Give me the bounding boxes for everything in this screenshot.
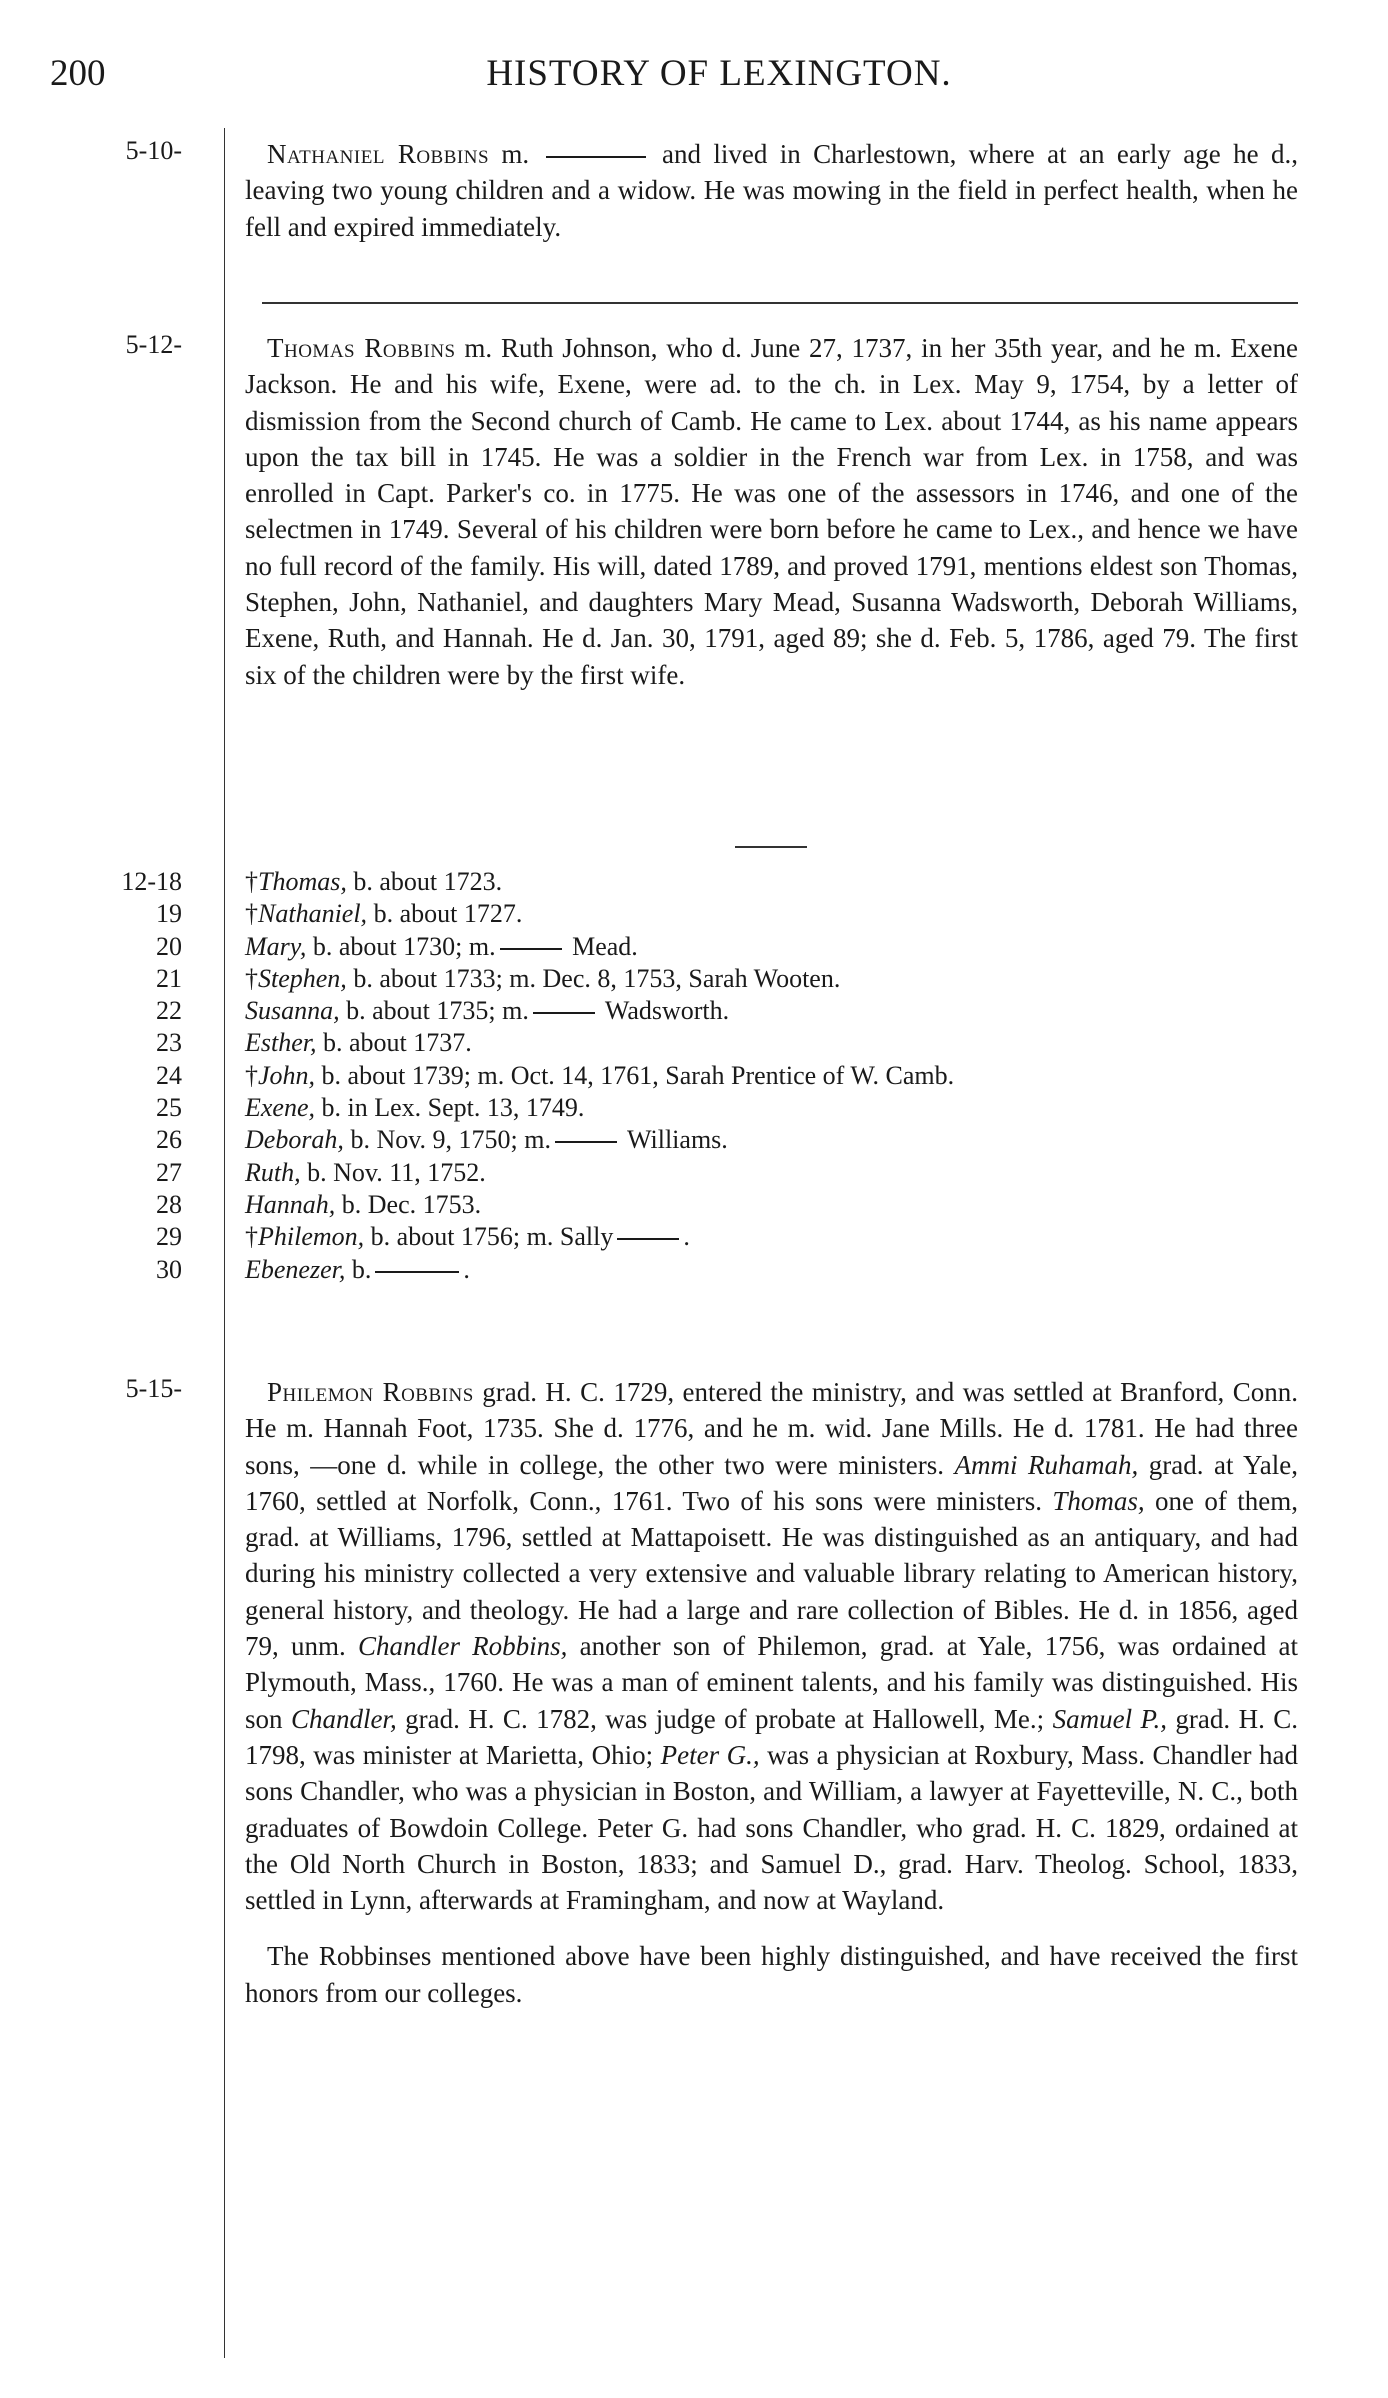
entry-text: grad. at Yale, 1760, settled at Norfolk, Conn., 1761. Two of his sons were ministers. bbox=[245, 1449, 1298, 1516]
child-row bbox=[245, 1254, 1298, 1286]
italic-name: Peter G., bbox=[660, 1739, 760, 1770]
blank-dash bbox=[617, 1238, 679, 1240]
child-row bbox=[245, 1027, 1298, 1059]
dagger-mark: † bbox=[245, 867, 258, 896]
child-details: b. Nov. 11, 1752. bbox=[300, 1157, 486, 1187]
child-details: b. about 1723. bbox=[346, 867, 503, 896]
child-name: Hannah, bbox=[245, 1189, 336, 1219]
child-number: 20 bbox=[156, 931, 182, 961]
running-title: HISTORY OF LEXINGTON. bbox=[486, 53, 952, 94]
child-details-after: . bbox=[463, 1254, 470, 1284]
child-row bbox=[245, 931, 1298, 963]
child-row bbox=[245, 866, 1298, 898]
margin-rule bbox=[224, 128, 225, 2358]
child-details: b. about 1737. bbox=[316, 1028, 472, 1058]
section-rule bbox=[262, 302, 1298, 304]
child-number: 23 bbox=[156, 1028, 182, 1058]
dagger-mark: † bbox=[245, 963, 258, 993]
italic-name: Chandler, bbox=[290, 1703, 397, 1734]
child-row bbox=[245, 898, 1298, 930]
child-details-after: Williams. bbox=[620, 1125, 728, 1155]
child-name: Nathaniel, bbox=[258, 899, 368, 929]
children-rule bbox=[735, 846, 807, 848]
child-details: b. about 1756; m. Sally bbox=[364, 1222, 614, 1252]
child-number: 12-18 bbox=[121, 867, 182, 896]
child-number: 30 bbox=[156, 1254, 182, 1284]
child-details: b. about 1735; m. bbox=[339, 996, 529, 1026]
entry-ref: 5-12- bbox=[125, 330, 182, 359]
child-row bbox=[245, 963, 1298, 995]
italic-name: Ammi Ruhamah, bbox=[954, 1449, 1139, 1480]
entry-name: Nathaniel Robbins bbox=[267, 139, 490, 169]
child-name: Esther, bbox=[245, 1028, 317, 1058]
entry-thomas-robbins bbox=[245, 330, 1298, 693]
closing-paragraph: The Robbinses mentioned above have been highly distinguished, and have received the first honors from our colleges. bbox=[245, 1941, 1298, 2008]
child-name: Stephen, bbox=[258, 963, 347, 993]
entry-text: and lived in Charlestown, where at an early age he d., leaving two young children and a widow. He was mowing in the field in perfect health, when he fell and expired immediately. bbox=[245, 139, 1298, 242]
entry-text: grad. H. C. 1729, entered the ministry, and was settled at Branford, Conn. He m. Hannah Foot, 1735. She d. 1776, and he m. wid. Jane Mills. He d. 1781. He had three sons, —one d. while in college, the other two were ministers. bbox=[245, 1377, 1298, 1480]
entry-text: another son of Philemon, grad. at Yale, 1756, was ordained at Plymouth, Mass., 1760. He was a man of eminent talents, and his family was distinguished. His son bbox=[245, 1631, 1298, 1734]
blank-dash bbox=[500, 948, 562, 950]
child-details-after: Wadsworth. bbox=[598, 996, 730, 1026]
child-details: b. about 1739; m. Oct. 14, 1761, Sarah Prentice of W. Camb. bbox=[315, 1060, 955, 1090]
italic-name: Chandler Robbins, bbox=[357, 1631, 568, 1662]
dagger-mark: † bbox=[245, 1060, 258, 1090]
child-row bbox=[245, 1124, 1298, 1156]
child-details: b. about 1730; m. bbox=[306, 931, 496, 961]
child-details: b. Dec. 1753. bbox=[335, 1189, 482, 1219]
entry-text: was a physician at Roxbury, Mass. Chandler had sons Chandler, who was a physician in Boston, and William, a lawyer at Fayetteville, N. C., both graduates of Bowdoin College. Peter G. had sons Chandler, who grad. H. C. 1829, ordained at the Old North Church in Boston, 1833; and Samuel D., grad. Harv. Theolog. School, 1833, settled in Lynn, afterwards at Framingham, and now at Wayland. bbox=[245, 1739, 1298, 1916]
blank-dash bbox=[533, 1012, 595, 1014]
entry-text: m. Ruth Johnson, who d. June 27, 1737, in her 35th year, and he m. Exene Jackson. He and his wife, Exene, were ad. to the ch. in Lex. May 9, 1754, by a letter of dismission from the Second church of Camb. He came to Lex. about 1744, as his name appears upon the tax bill in 1745. He was a soldier in the French war from Lex. in 1758, and was enrolled in Capt. Parker's co. in 1775. He was one of the assessors in 1746, and one of the selectmen in 1749. Several of his children were born before he came to Lex., and hence we have no full record of the family. His will, dated 1789, and proved 1791, mentions eldest son Thomas, Stephen, John, Nathaniel, and daughters Mary Mead, Susanna Wadsworth, Deborah Williams, Exene, Ruth, and Hannah. He d. Jan. 30, 1791, aged 89; she d. Feb. 5, 1786, aged 79. The first six of the children were by the first wife. bbox=[245, 333, 1299, 690]
child-name: Mary, bbox=[245, 931, 307, 961]
child-row bbox=[245, 1157, 1298, 1189]
children-list bbox=[245, 866, 1298, 1286]
child-details-after: Mead. bbox=[565, 931, 638, 961]
child-details: b. about 1727. bbox=[367, 899, 523, 929]
child-row bbox=[245, 1060, 1298, 1092]
child-name: Susanna, bbox=[245, 996, 340, 1026]
child-number: 27 bbox=[156, 1157, 182, 1187]
entry-text: m. bbox=[489, 139, 542, 169]
child-name: Exene, bbox=[245, 1093, 316, 1123]
dagger-mark: † bbox=[245, 899, 258, 929]
entry-ref: 5-15- bbox=[125, 1374, 182, 1403]
child-number: 19 bbox=[156, 899, 182, 929]
child-name: John, bbox=[258, 1060, 316, 1090]
page-number: 200 bbox=[50, 53, 106, 94]
children-numbers bbox=[46, 866, 182, 1286]
blank-dash bbox=[555, 1141, 617, 1143]
entry-philemon-robbins bbox=[245, 1374, 1298, 2011]
child-name: Thomas, bbox=[258, 867, 347, 896]
blank-dash bbox=[375, 1271, 459, 1273]
child-number: 25 bbox=[156, 1093, 182, 1123]
child-row bbox=[245, 995, 1298, 1027]
child-number: 24 bbox=[156, 1060, 182, 1090]
child-details: b. about 1733; m. Dec. 8, 1753, Sarah Wooten. bbox=[346, 963, 841, 993]
child-row bbox=[245, 1092, 1298, 1124]
child-details-after: . bbox=[683, 1222, 690, 1252]
child-details: b. Nov. 9, 1750; m. bbox=[343, 1125, 551, 1155]
child-number: 21 bbox=[156, 963, 182, 993]
blank-dash bbox=[546, 156, 646, 158]
child-name: Ruth, bbox=[245, 1157, 301, 1187]
entry-text: grad. H. C. 1782, was judge of probate at Hallowell, Me.; bbox=[396, 1703, 1053, 1734]
entry-text: grad. H. C. 1798, was minister at Marietta, Ohio; bbox=[245, 1703, 1299, 1770]
child-name: Philemon, bbox=[258, 1222, 365, 1252]
italic-name: Thomas, bbox=[1052, 1485, 1145, 1516]
child-details: b. in Lex. Sept. 13, 1749. bbox=[315, 1093, 585, 1123]
entry-text: one of them, grad. at Williams, 1796, settled at Mattapoisett. He was distinguished as an antiquary, and had during his ministry collected a very extensive and valuable library relating to American history, general history, and theology. He had a large and rare collection of Bibles. He d. in 1856, aged 79, unm. bbox=[245, 1485, 1298, 1662]
italic-name: Samuel P., bbox=[1052, 1703, 1168, 1734]
running-head bbox=[50, 52, 1328, 102]
child-number: 22 bbox=[156, 996, 182, 1026]
child-name: Ebenezer, bbox=[245, 1254, 346, 1284]
dagger-mark: † bbox=[245, 1222, 258, 1252]
child-name: Deborah, bbox=[245, 1125, 344, 1155]
entry-ref: 5-10- bbox=[125, 136, 182, 165]
child-number: 29 bbox=[156, 1222, 182, 1252]
entry-name: Thomas Robbins bbox=[267, 333, 456, 363]
child-details: b. bbox=[345, 1254, 372, 1284]
child-row bbox=[245, 1221, 1298, 1253]
entry-name: Philemon Robbins bbox=[267, 1377, 474, 1407]
child-number: 26 bbox=[156, 1125, 182, 1155]
child-number: 28 bbox=[156, 1189, 182, 1219]
entry-nathaniel-robbins bbox=[245, 136, 1298, 245]
child-row bbox=[245, 1189, 1298, 1221]
